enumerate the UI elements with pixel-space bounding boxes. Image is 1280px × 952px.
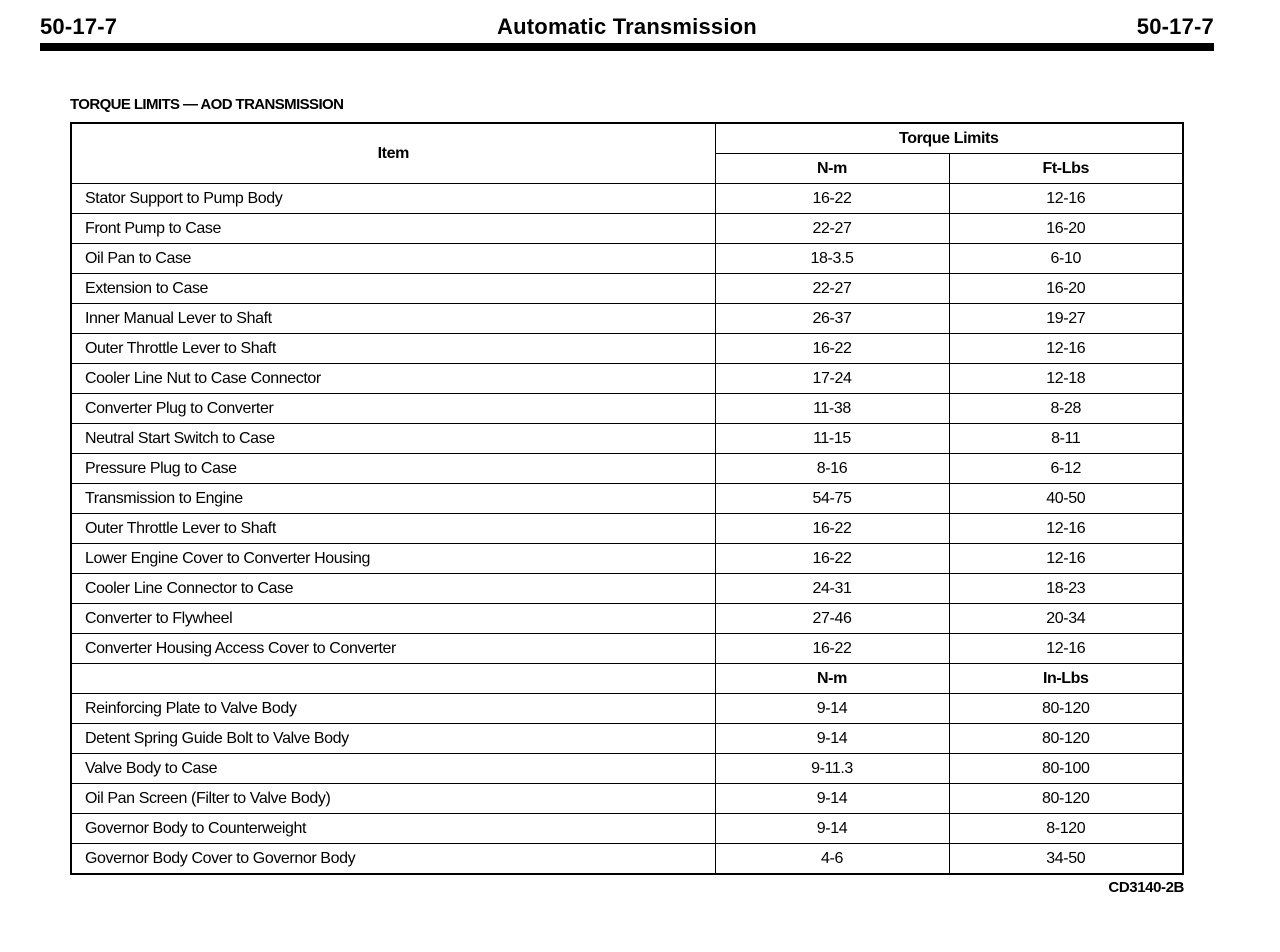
nm-subheader: N-m <box>715 664 949 694</box>
torque-limits-group-header: Torque Limits <box>715 123 1183 154</box>
table-row <box>71 424 1183 454</box>
nm-value-cell: 9-14 <box>715 814 949 844</box>
nm-value-cell: 54-75 <box>715 484 949 514</box>
ftlbs-value-cell: 12-16 <box>949 184 1183 214</box>
nm-value-cell: 9-14 <box>715 724 949 754</box>
inlbs-value-cell: 34-50 <box>949 844 1183 875</box>
ftlbs-value-cell: 12-16 <box>949 334 1183 364</box>
ftlbs-value-cell: 19-27 <box>949 304 1183 334</box>
nm-value-cell: 24-31 <box>715 574 949 604</box>
torque-limits-table <box>70 122 1184 875</box>
inlbs-value-cell: 80-120 <box>949 694 1183 724</box>
table-row <box>71 244 1183 274</box>
item-cell: Governor Body to Counterweight <box>71 814 715 844</box>
item-cell: Cooler Line Connector to Case <box>71 574 715 604</box>
nm-value-cell: 16-22 <box>715 544 949 574</box>
table-row <box>71 484 1183 514</box>
inlbs-value-cell: 80-100 <box>949 754 1183 784</box>
ftlbs-value-cell: 20-34 <box>949 604 1183 634</box>
item-cell: Outer Throttle Lever to Shaft <box>71 514 715 544</box>
figure-code: CD3140-2B <box>1108 879 1184 896</box>
nm-column-header: N-m <box>715 154 949 184</box>
inlbs-value-cell: 80-120 <box>949 784 1183 814</box>
page-title: Automatic Transmission <box>497 14 757 39</box>
item-cell: Converter Plug to Converter <box>71 394 715 424</box>
item-cell: Converter Housing Access Cover to Converter <box>71 634 715 664</box>
item-cell: Front Pump to Case <box>71 214 715 244</box>
item-cell: Oil Pan to Case <box>71 244 715 274</box>
page-number-left: 50-17-7 <box>40 14 118 39</box>
ftlbs-value-cell: 12-16 <box>949 634 1183 664</box>
inlbs-subheader: In-Lbs <box>949 664 1183 694</box>
table-row <box>71 394 1183 424</box>
ftlbs-value-cell: 8-28 <box>949 394 1183 424</box>
item-cell: Outer Throttle Lever to Shaft <box>71 334 715 364</box>
ftlbs-value-cell: 12-16 <box>949 544 1183 574</box>
ftlbs-value-cell: 6-10 <box>949 244 1183 274</box>
item-cell: Reinforcing Plate to Valve Body <box>71 694 715 724</box>
item-cell: Neutral Start Switch to Case <box>71 424 715 454</box>
table-row <box>71 694 1183 724</box>
nm-value-cell: 16-22 <box>715 514 949 544</box>
table-row <box>71 844 1183 875</box>
nm-value-cell: 9-11.3 <box>715 754 949 784</box>
header-rule <box>40 43 1214 51</box>
nm-value-cell: 16-22 <box>715 184 949 214</box>
page-number-right: 50-17-7 <box>1136 14 1214 39</box>
nm-value-cell: 16-22 <box>715 334 949 364</box>
item-cell: Oil Pan Screen (Filter to Valve Body) <box>71 784 715 814</box>
table-row <box>71 514 1183 544</box>
table-header-row-group <box>71 123 1183 154</box>
table-row <box>71 724 1183 754</box>
table-row <box>71 814 1183 844</box>
table-row <box>71 634 1183 664</box>
ftlbs-value-cell: 18-23 <box>949 574 1183 604</box>
nm-value-cell: 9-14 <box>715 784 949 814</box>
table-row <box>71 784 1183 814</box>
nm-value-cell: 16-22 <box>715 634 949 664</box>
nm-value-cell: 27-46 <box>715 604 949 634</box>
ftlbs-value-cell: 40-50 <box>949 484 1183 514</box>
ftlbs-value-cell: 6-12 <box>949 454 1183 484</box>
table-row <box>71 304 1183 334</box>
item-cell: Governor Body Cover to Governor Body <box>71 844 715 875</box>
nm-value-cell: 26-37 <box>715 304 949 334</box>
blank-cell <box>71 664 715 694</box>
table-row <box>71 454 1183 484</box>
nm-value-cell: 17-24 <box>715 364 949 394</box>
page-header <box>40 12 1214 42</box>
table-subheader-row <box>71 664 1183 694</box>
ftlbs-value-cell: 12-18 <box>949 364 1183 394</box>
table-row <box>71 184 1183 214</box>
ftlbs-value-cell: 8-11 <box>949 424 1183 454</box>
item-cell: Inner Manual Lever to Shaft <box>71 304 715 334</box>
item-cell: Lower Engine Cover to Converter Housing <box>71 544 715 574</box>
inlbs-value-cell: 80-120 <box>949 724 1183 754</box>
nm-value-cell: 11-15 <box>715 424 949 454</box>
item-cell: Stator Support to Pump Body <box>71 184 715 214</box>
table-row <box>71 214 1183 244</box>
table-row <box>71 754 1183 784</box>
inlbs-value-cell: 8-120 <box>949 814 1183 844</box>
item-cell: Extension to Case <box>71 274 715 304</box>
nm-value-cell: 18-3.5 <box>715 244 949 274</box>
ftlbs-column-header: Ft-Lbs <box>949 154 1183 184</box>
item-cell: Detent Spring Guide Bolt to Valve Body <box>71 724 715 754</box>
ftlbs-value-cell: 16-20 <box>949 214 1183 244</box>
table-row <box>71 364 1183 394</box>
table-row <box>71 544 1183 574</box>
nm-value-cell: 22-27 <box>715 274 949 304</box>
nm-value-cell: 4-6 <box>715 844 949 875</box>
ftlbs-value-cell: 12-16 <box>949 514 1183 544</box>
table-row <box>71 274 1183 304</box>
nm-value-cell: 22-27 <box>715 214 949 244</box>
item-cell: Converter to Flywheel <box>71 604 715 634</box>
item-cell: Pressure Plug to Case <box>71 454 715 484</box>
ftlbs-value-cell: 16-20 <box>949 274 1183 304</box>
nm-value-cell: 8-16 <box>715 454 949 484</box>
table-row <box>71 334 1183 364</box>
nm-value-cell: 9-14 <box>715 694 949 724</box>
table-row <box>71 574 1183 604</box>
table-row <box>71 604 1183 634</box>
table-title: TORQUE LIMITS — AOD TRANSMISSION <box>70 96 344 113</box>
item-cell: Transmission to Engine <box>71 484 715 514</box>
nm-value-cell: 11-38 <box>715 394 949 424</box>
item-cell: Valve Body to Case <box>71 754 715 784</box>
item-cell: Cooler Line Nut to Case Connector <box>71 364 715 394</box>
item-column-header: Item <box>71 123 715 184</box>
